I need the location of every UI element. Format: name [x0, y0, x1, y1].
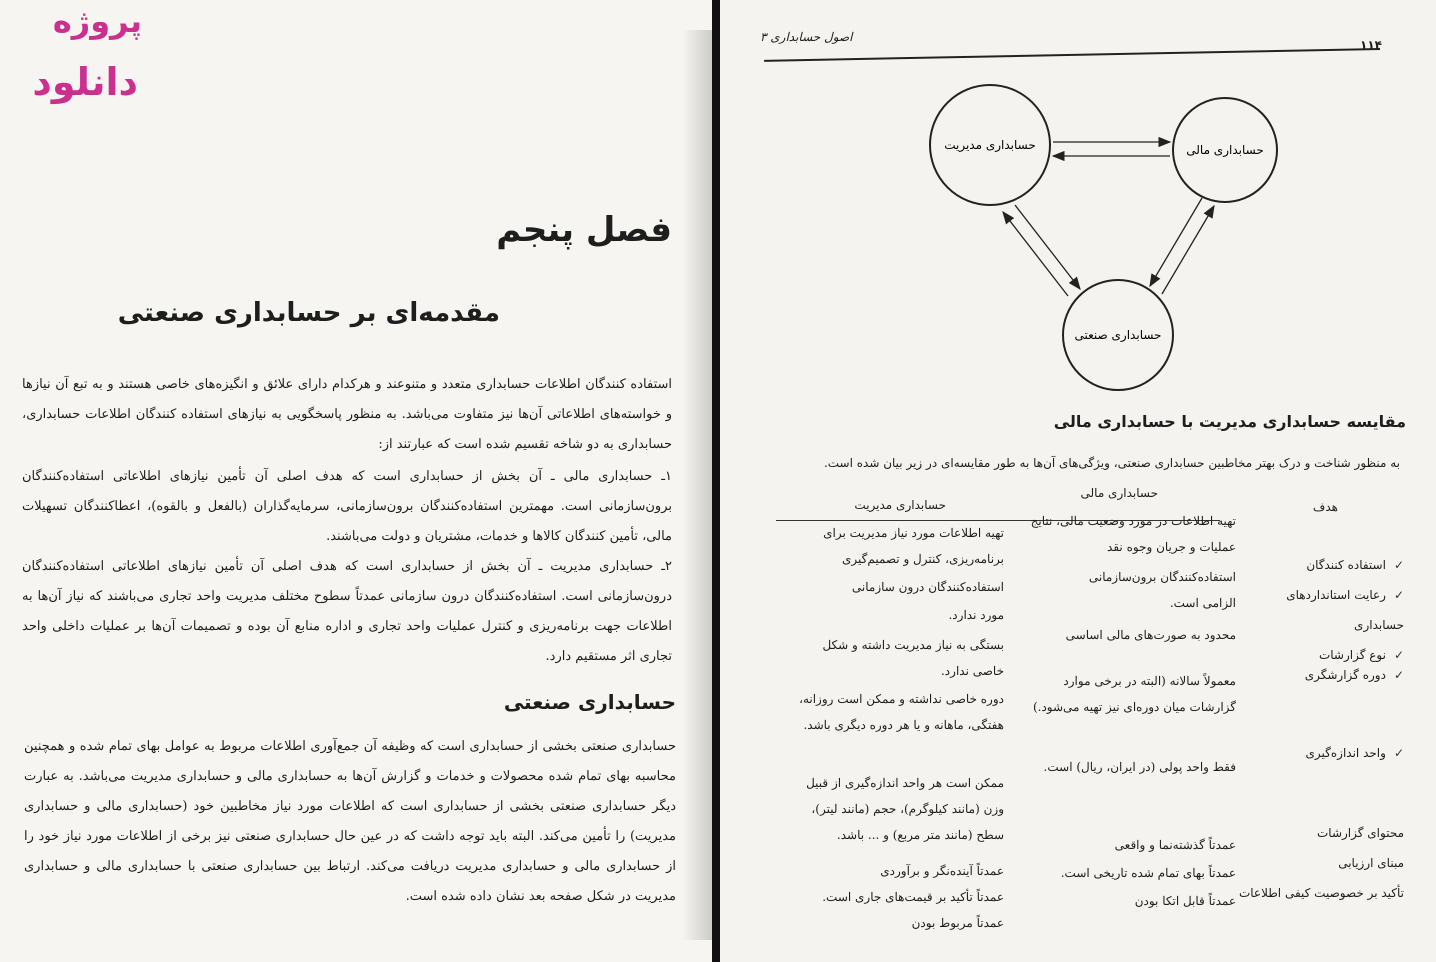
- node-label-financial: حسابداری مالی: [1186, 143, 1264, 157]
- node-label-management: حسابداری مدیریت: [944, 138, 1036, 152]
- check-mark-icon: ✓: [1393, 746, 1404, 760]
- check-mark-icon: ✓: [1393, 558, 1404, 572]
- management-cell: استفاده‌کنندگان درون سازمانی: [851, 580, 1004, 594]
- chapter-subtitle: مقدمه‌ای بر حسابداری صنعتی: [117, 298, 500, 328]
- check-mark-icon: ✓: [1393, 648, 1404, 662]
- section-title: حسابداری صنعتی: [503, 690, 676, 714]
- arrow-management-to-industrial: [1015, 205, 1080, 289]
- management-cell: عمدتاً مربوط بودن: [911, 916, 1004, 930]
- management-cell: بستگی به نیاز مدیریت داشته و شکل خاصی ندارد.: [822, 638, 1004, 678]
- page-number: ۱۱۴: [1360, 38, 1382, 52]
- node-label-industrial: حسابداری صنعتی: [1074, 328, 1162, 342]
- criteria-item: مبنای ارزیابی: [1338, 856, 1404, 870]
- criteria-row: [1236, 818, 1404, 908]
- management-cell: دوره خاصی نداشته و ممکن است روزانه، هفتگی، ماهانه و یا هر دوره دیگری باشد.: [799, 692, 1004, 732]
- management-cell: مورد ندارد.: [948, 608, 1004, 622]
- site-logo: [8, 2, 148, 132]
- right-page: [720, 0, 1436, 962]
- comparison-intro: به منظور شناخت و درک بهتر مخاطبین حسابداری صنعتی، ویژگی‌های آن‌ها به طور مقایسه‌ای در زیر بیان شده است.: [823, 456, 1400, 470]
- management-cell: عمدتاً تأکید بر قیمت‌های جاری است.: [822, 890, 1004, 904]
- financial-cell: معمولاً سالانه (البته در برخی موارد گزارشات میان دوره‌ای نیز تهیه می‌شود.): [1032, 674, 1236, 714]
- logo-text-bottom: دانلود: [32, 60, 138, 104]
- management-cell: عمدتاً آینده‌نگر و برآوردی: [880, 864, 1004, 878]
- financial-cell: الزامی است.: [1169, 596, 1236, 610]
- book-spine: [712, 0, 720, 962]
- column-header-management: حسابداری مدیریت: [854, 498, 946, 512]
- criteria-item: ✓استفاده کنندگان: [1306, 558, 1404, 572]
- industrial-accounting-paragraph: حسابداری صنعتی بخشی از حسابداری است که وظیفه آن جمع‌آوری اطلاعات مربوط به عوامل بهای تمام شده و همچنین محاسبه بهای تمام شده محصولات و خدمات و گزارش آن‌ها به حسابداری مالی و حسابداری مدیریت می‌باشد. به عبارت دیگر حسابداری صنعتی بخشی از حسابداری است که اطلاعات مورد نیاز مخاطبین خود (حسابداری مالی و حسابداری مدیریت) را تأمین می‌کند. البته باید توجه داشت که در عین حال حسابداری صنعتی نیز برخی از اطلاعات مورد نیاز خود را از حسابداری مالی و حسابداری مدیریت دریافت می‌کند. ارتباط بین حسابداری صنعتی با حسابداری مالی و حسابداری مدیریت در شکل صفحه بعد نشان داده شده است.: [24, 739, 676, 904]
- criteria-item: محتوای گزارشات: [1316, 826, 1404, 840]
- financial-cell: عمدتاً قابل اتکا بودن: [1134, 894, 1236, 908]
- management-cell: تهیه اطلاعات مورد نیاز مدیریت برای برنامه‌ریزی، کنترل و تصمیم‌گیری: [823, 526, 1004, 566]
- criteria-item: ✓واحد اندازه‌گیری: [1305, 746, 1404, 760]
- financial-cell: عمدتاً گذشته‌نما و واقعی: [1114, 838, 1236, 852]
- management-cell: ممکن است هر واحد اندازه‌گیری از قبیل وزن (مانند کیلوگرم)، حجم (مانند لیتر)، سطح (مانند متر مربع) و ... باشد.: [806, 776, 1004, 842]
- criteria-item: ✓رعایت استانداردهای حسابداری: [1286, 588, 1404, 632]
- criteria-item: تأکید بر خصوصیت کیفی اطلاعات: [1238, 886, 1404, 900]
- financial-cell: تهیه اطلاعات در مورد وضعیت مالی، نتایج عملیات و جریان وجوه نقد: [1030, 514, 1236, 554]
- column-header-financial: حسابداری مالی: [1080, 486, 1158, 500]
- check-mark-icon: ✓: [1393, 668, 1404, 682]
- logo-text-top: پروژه: [52, 2, 142, 40]
- column-header-criteria: هدف: [1312, 500, 1338, 514]
- intro-paragraph: استفاده کنندگان اطلاعات حسابداری متعدد و متنوعند و هرکدام دارای علائق و انگیزه‌های خاصی هستند و به تبع آن نیازها و خواسته‌های اطلاعاتی آن‌ها نیز متفاوت می‌باشد. به منظور پاسخگویی به نیازهای استفاده کنندگان اطلاعات حسابداری، حسابداری به دو شاخه تقسیم شده است که عبارتند از:: [22, 377, 672, 452]
- left-page: [0, 0, 712, 962]
- arrow-industrial-to-financial: [1162, 206, 1214, 294]
- management-accounting-paragraph: ۲ـ حسابداری مدیریت ـ آن بخش از حسابداری است که هدف اصلی آن تأمین نیازهای اطلاعاتی استفاده‌کنندگان درون‌سازمانی است. استفاده‌کنندگان درون سازمانی عمدتاً سطوح مختلف مدیریت واحد تجاری می‌باشند که نیاز آن‌ها به اطلاعات جهت برنامه‌ریزی و کنترل عملیات واحد تجاری و اداره منابع آن بوده و تصمیمات آن‌ها بر عملیات داخلی واحد تجاری اثر مستقیم دارد.: [22, 559, 672, 664]
- criteria-item: ✓نوع گزارشات: [1318, 648, 1404, 662]
- running-header: اصول حسابداری ۳: [760, 30, 853, 44]
- financial-cell: محدود به صورت‌های مالی اساسی: [1065, 628, 1236, 642]
- financial-cell: استفاده‌کنندگان برون‌سازمانی: [1088, 570, 1236, 584]
- arrow-industrial-to-management: [1003, 212, 1068, 296]
- comparison-title: مقایسه حسابداری مدیریت با حسابداری مالی: [1053, 412, 1406, 431]
- check-mark-icon: ✓: [1393, 588, 1404, 602]
- financial-cell: عمدتاً بهای تمام شده تاریخی است.: [1060, 866, 1236, 880]
- chapter-title: فصل پنجم: [496, 210, 672, 250]
- criteria-item: ✓دوره گزارشگری: [1304, 668, 1404, 682]
- criteria-row: [1236, 550, 1404, 670]
- arrow-financial-to-industrial: [1150, 198, 1202, 286]
- financial-cell: فقط واحد پولی (در ایران، ریال) است.: [1043, 760, 1236, 774]
- accounting-relations-diagram: [720, 0, 1436, 420]
- financial-accounting-paragraph: ۱ـ حسابداری مالی ـ آن بخش از حسابداری است که هدف اصلی آن تأمین نیازهای اطلاعاتی استفاده‌کنندگان برون‌سازمانی است. مهمترین استفاده‌کنندگان برون‌سازمانی، سرمایه‌گذاران (بالفعل و بالقوه)، اعطاکنندگان تسهیلات مالی، تأمین کنندگان کالاها و خدمات، مشتریان و دولت می‌باشند.: [22, 469, 672, 544]
- page-fold-shadow: [682, 30, 714, 940]
